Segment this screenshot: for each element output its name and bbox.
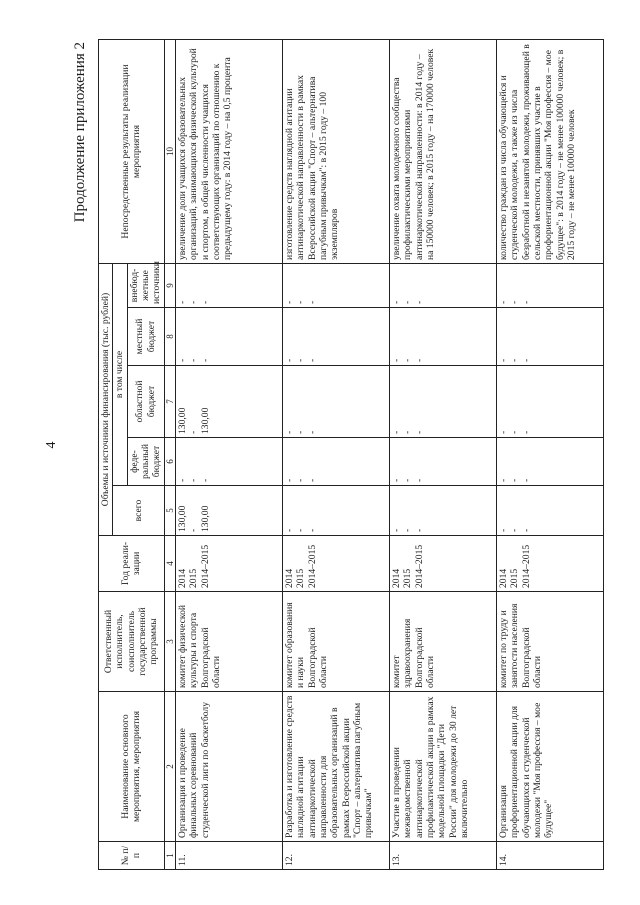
row-number: 14. — [497, 842, 604, 870]
table-row — [176, 40, 283, 870]
result-cell: изготовление средств наглядной агитации антинаркотической направленности в рамках Всероссийской акции "Спорт – альтернатива пагубным привычкам": в 2015 году – 100 экземпляров — [283, 40, 390, 264]
local-cell: - - - — [390, 308, 497, 366]
column-number-row — [164, 40, 176, 870]
federal-cell: - - - — [283, 438, 390, 486]
federal-cell: - - - — [176, 438, 283, 486]
regional-cell: 130,00 - 130,00 — [176, 366, 283, 438]
column-number: 1 — [164, 842, 176, 870]
responsible-body: комитет здравоохранения Волгоградской области — [390, 592, 497, 692]
responsible-body: комитет по труду и занятости населения Волгоградской области — [497, 592, 604, 692]
row-number: 13. — [390, 842, 497, 870]
header-year: Год реали- зации — [99, 536, 165, 592]
responsible-body: комитет физической культуры и спорта Волгоградской области — [176, 592, 283, 692]
header-name: Наименование основного мероприятия, мероприятия — [99, 692, 165, 842]
federal-cell: - - - — [497, 438, 604, 486]
column-number: 9 — [164, 264, 176, 308]
total-cell: - - - — [283, 486, 390, 536]
extra-cell: - - - — [497, 264, 604, 308]
local-cell: - - - — [283, 308, 390, 366]
column-number: 5 — [164, 486, 176, 536]
header-including: в том числе — [113, 264, 127, 486]
regional-cell: - - - — [497, 366, 604, 438]
program-table — [98, 39, 604, 870]
column-number: 3 — [164, 592, 176, 692]
table-row — [390, 40, 497, 870]
years-cell: 2014 2015 2014–2015 — [497, 536, 604, 592]
extra-cell: - - - — [176, 264, 283, 308]
federal-cell: - - - — [390, 438, 497, 486]
header-funding: Объемы и источники финансирования (тыс. рублей) — [99, 264, 113, 536]
column-number: 2 — [164, 692, 176, 842]
header-no: № п/п — [99, 842, 165, 870]
event-name: Разработка и изготовление средств наглядной агитации антинаркотической направленности для образовательных организаций в рамках Всероссийской акции "Спорт – альтернатива пагубным привычкам" — [283, 692, 390, 842]
regional-cell: - - - — [390, 366, 497, 438]
years-cell: 2014 2015 2014–2015 — [283, 536, 390, 592]
extra-cell: - - - — [283, 264, 390, 308]
column-number: 6 — [164, 438, 176, 486]
column-number: 10 — [164, 40, 176, 264]
total-cell: 130,00 - 130,00 — [176, 486, 283, 536]
result-cell: увеличение доли учащихся образовательных организаций, занимающихся физической культурой и спортом, в общей численности учащихся соответствующих организаций по отношению к предыдущему году: в 2014 году – на 0,5 процента — [176, 40, 283, 264]
result-cell: увеличение охвата молодежного сообщества профилактическими мероприятиями антинаркотической направленности: в 2014 году – на 150000 человек; в 2015 году – на 170000 человек — [390, 40, 497, 264]
row-number: 12. — [283, 842, 390, 870]
total-cell: - - - — [390, 486, 497, 536]
column-number: 7 — [164, 366, 176, 438]
years-cell: 2014 2015 2014–2015 — [390, 536, 497, 592]
header-responsible: Ответственный исполнитель, соисполнитель государственной программы — [99, 592, 165, 692]
responsible-body: комитет образования и науки Волгоградской области — [283, 592, 390, 692]
local-cell: - - - — [176, 308, 283, 366]
table-row — [497, 40, 604, 870]
header-extra: внебюд- жетные источники — [127, 264, 164, 308]
event-name: Участие в проведении межведомственной антинаркотической профилактической акции в рамках модельной площадки "Дети России" для молодежи до 30 лет включительно — [390, 692, 497, 842]
extra-cell: - - - — [390, 264, 497, 308]
result-cell: количество граждан из числа обучающейся и студенческой молодежи, а также из числа безработной и незанятой молодежи, проживающей в сельской местности, принявших участие в профориентационной акции "Моя профессия – мое будущее": в 2014 году – не менее 100000 человек; в 2015 году – не менее 100000 человек — [497, 40, 604, 264]
header-local: местный бюджет — [127, 308, 164, 366]
column-number: 8 — [164, 308, 176, 366]
document-sheet — [72, 40, 622, 870]
table-row — [283, 40, 390, 870]
header-result: Непосредственные результаты реализации мероприятия — [99, 40, 165, 264]
local-cell: - - - — [497, 308, 604, 366]
appendix-note: Продолжение приложения 2 — [72, 42, 88, 223]
row-number: 11. — [176, 842, 283, 870]
header-federal: феде- ральный бюджет — [127, 438, 164, 486]
page-number: 4 — [44, 441, 59, 449]
years-cell: 2014 2015 2014–2015 — [176, 536, 283, 592]
event-name: Организация и проведение финальных соревнований студенческой лиги по баскетболу — [176, 692, 283, 842]
total-cell: - - - — [497, 486, 604, 536]
header-regional: областной бюджет — [127, 366, 164, 438]
event-name: Организация профориентационной акции для обучающихся и студенческой молодежи "Моя профессия – мое будущее" — [497, 692, 604, 842]
regional-cell: - - - — [283, 366, 390, 438]
header-total: всего — [113, 486, 164, 536]
column-number: 4 — [164, 536, 176, 592]
